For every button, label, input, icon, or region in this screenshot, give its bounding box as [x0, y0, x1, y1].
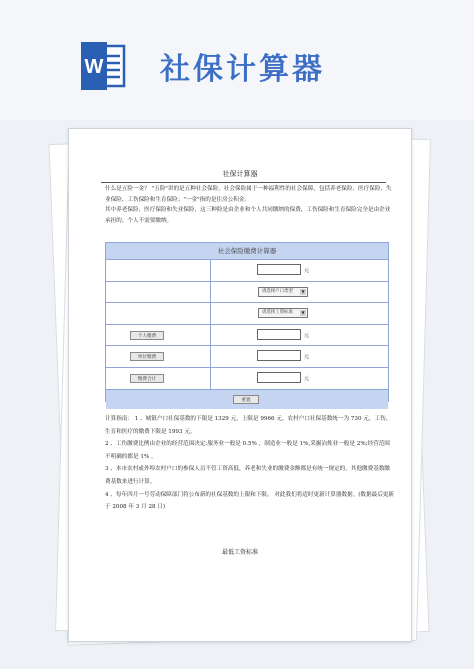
- intro-paragraph: 其中养老保险、医疗保险和失业保险，这三种险是由企业和个人共同缴纳的保费，工伤保险和生育保险完全是由企业承担的。个人不需要缴纳。: [105, 207, 391, 224]
- document-page: [68, 128, 412, 642]
- unit-label: 元: [304, 332, 310, 339]
- personal-contribution-button[interactable]: 个人缴费: [130, 331, 164, 340]
- document-title: 社保计算器: [222, 170, 258, 178]
- unit-label: 元: [304, 354, 310, 361]
- total-contribution-button[interactable]: 缴费合计: [130, 374, 164, 383]
- chevron-down-icon: ▼: [301, 288, 305, 294]
- salary-input[interactable]: [257, 264, 301, 275]
- total-contribution-output[interactable]: [257, 372, 301, 383]
- wage-standard-select[interactable]: 请选择工资标准 ▼: [258, 308, 308, 318]
- guide-item: 2 、工伤缴费比例由企业的经营范围决定:服务业一般是 0.5% ，制造业一般是 1%,采掘冶炼业一般是 2%;经营范围不明确的都是 1% 。: [105, 441, 390, 460]
- guide-item: 4 、每年四月一号劳动保障部门将公布新的社保基数的上限和下限， 对此我们将适时更新计算器数据。(数据最后更新于 2008 年 3 月 28 日): [105, 491, 394, 511]
- intro-paragraph: 什么是五险一金？ "五险"讲的是五种社会保险，社会保险属于一种福利性的社会保障，包括养老保险、医疗保险、失业保险、工伤保险和生育保险；"一金"指的是住房公积金。: [105, 186, 392, 203]
- company-contribution-output[interactable]: [257, 350, 301, 361]
- guide-item: 3 、本市农村或外埠农村户口的参保人员不管工资高低，养老和失业的缴费金额都是有统一规定的，其他缴费基数缴费基数来进行计算。: [105, 466, 391, 485]
- unit-label: 元: [304, 268, 310, 274]
- calculator-row-hukou: [106, 282, 388, 304]
- calculator-row-wage-standard: [106, 303, 388, 325]
- personal-contribution-output[interactable]: [257, 329, 301, 340]
- calculator-row-salary: [106, 260, 388, 282]
- word-icon-letter: W: [84, 56, 104, 78]
- unit-label: 元: [304, 375, 310, 382]
- word-document-icon: [80, 40, 126, 92]
- calculation-guide: [105, 413, 395, 514]
- banner-title: 社保计算器: [160, 52, 325, 87]
- banner: [0, 0, 474, 120]
- calculator-header: 社会保险缴费计算器: [106, 243, 388, 260]
- social-insurance-calculator: [105, 242, 389, 402]
- guide-item: 计算指南： 1 、城镇户口社保基数的下限是 1329 元，上限是 9966 元，农村户口社保基数统一为 730 元，工伤、生育和医疗的缴费下限是 1993 元。: [105, 416, 392, 435]
- title-divider: [101, 182, 386, 183]
- calculator-footer: [106, 390, 388, 409]
- calculator-row-company: [106, 346, 388, 368]
- calculator-row-personal: [106, 325, 388, 347]
- calculator-row-total: [106, 368, 388, 390]
- footer-heading: 最低工资标准: [221, 549, 258, 556]
- chevron-down-icon: ▼: [301, 310, 305, 316]
- intro-text: [105, 184, 395, 226]
- company-contribution-button[interactable]: 单位缴费: [130, 352, 164, 361]
- reset-button[interactable]: 重置: [233, 395, 259, 404]
- hukou-type-select[interactable]: 请选择户口类型 ▼: [258, 287, 308, 297]
